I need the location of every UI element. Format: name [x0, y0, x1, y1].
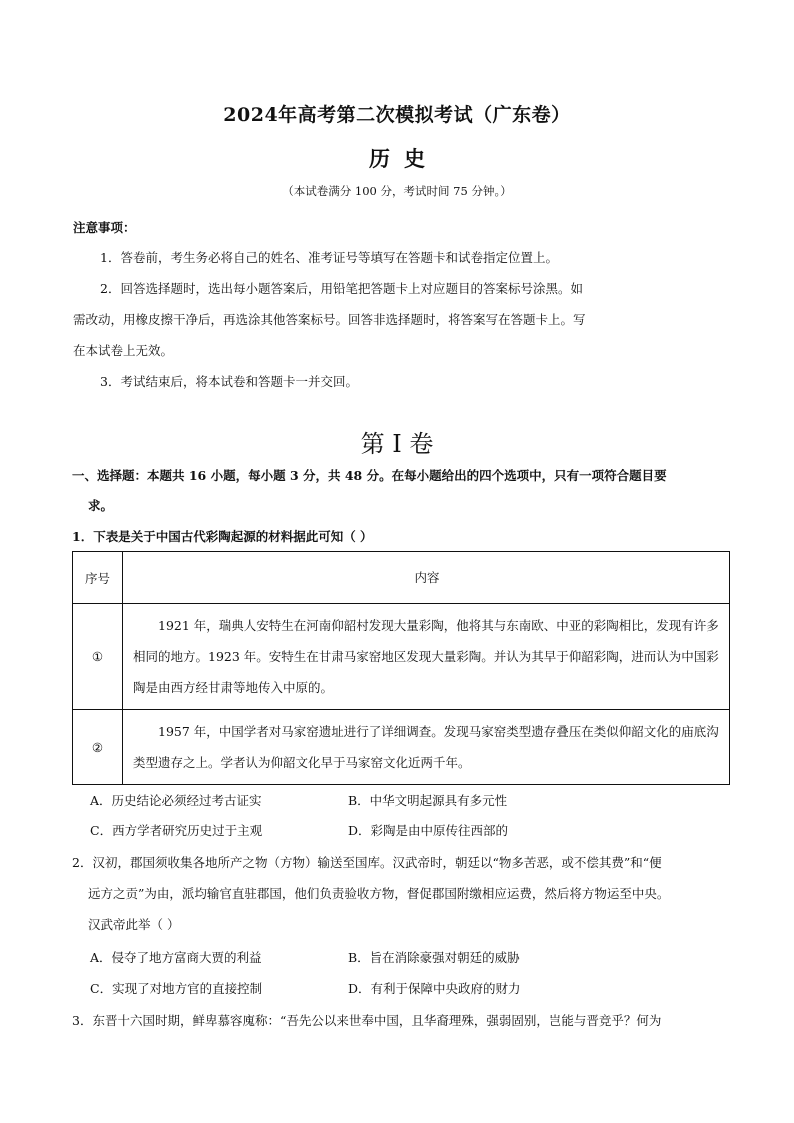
table-row-number: ①: [73, 604, 123, 710]
question-2-line: 汉武帝此举（ ）: [88, 917, 180, 932]
question-1-stem: 1．下表是关于中国古代彩陶起源的材料据此可知（ ）: [72, 529, 373, 544]
table-header-row: [73, 552, 730, 604]
table-row-text: 1921 年，瑞典人安特生在河南仰韶村发现大量彩陶，他将其与东南欧、中亚的彩陶相比，发现有许多相同的地方。1923 年。安特生在甘肃马家窑地区发现大量彩陶。并认为其早于仰韶彩陶，进而认为中国彩陶是由西方经甘肃等地传入中原的。: [123, 604, 730, 710]
option-c: C．实现了对地方官的直接控制: [90, 981, 263, 996]
table-row: [73, 710, 730, 785]
subject-title: 历史: [369, 146, 439, 171]
option-a: A．历史结论必须经过考古证实: [90, 793, 262, 808]
exam-note: （本试卷满分 100 分，考试时间 75 分钟。）: [282, 184, 512, 198]
option-b: B．中华文明起源具有多元性: [348, 793, 508, 808]
option-c: C．西方学者研究历史过于主观: [90, 823, 263, 838]
option-a: A．侵夺了地方富商大贾的利益: [90, 950, 262, 965]
section-intro: 一、选择题：本题共 16 小题，每小题 3 分，共 48 分。在每小题给出的四个选项中，只有一项符合题目要: [72, 468, 667, 483]
instructions-heading: 注意事项：: [73, 220, 136, 235]
table-row-text: 1957 年，中国学者对马家窑遗址进行了详细调查。发现马家窑类型遗存叠压在类似仰韶文化的庙底沟类型遗存之上。学者认为仰韶文化早于马家窑文化近两千年。: [123, 710, 730, 785]
option-d: D．彩陶是由中原传往西部的: [348, 823, 509, 838]
question-2-line: 2．汉初，郡国须收集各地所产之物（方物）输送至国库。汉武帝时，朝廷以“物多苦恶，或不偿其费”和“便: [72, 855, 662, 870]
exam-title: 2024年高考第二次模拟考试（广东卷）: [223, 104, 571, 126]
materials-table: [72, 551, 730, 785]
table-header-cell: 序号: [73, 552, 123, 604]
section-title: 第 I 卷: [360, 430, 434, 458]
instruction-item: 1．答卷前，考生务必将自己的姓名、准考证号等填写在答题卡和试卷指定位置上。: [100, 250, 558, 265]
instruction-item: 2．回答选择题时，选出每小题答案后，用铅笔把答题卡上对应题目的答案标号涂黑。如: [100, 281, 583, 296]
question-3-line: 3．东晋十六国时期，鲜卑慕容廆称：“吾先公以来世奉中国，且华裔理殊，强弱固别，岂能与晋竞乎？何为: [72, 1013, 662, 1028]
section-intro-cont: 求。: [88, 498, 114, 513]
table-row-number: ②: [73, 710, 123, 785]
option-b: B．旨在消除豪强对朝廷的威胁: [348, 950, 520, 965]
instruction-item: 在本试卷上无效。: [73, 343, 174, 358]
question-2-line: 远方之贡”为由，派均输官直驻郡国，他们负责验收方物，督促郡国附缴相应运费，然后将方物运至中央。: [88, 886, 670, 901]
instruction-item: 3．考试结束后，将本试卷和答题卡一并交回。: [100, 374, 358, 389]
table-row: [73, 604, 730, 710]
option-d: D．有利于保障中央政府的财力: [348, 981, 521, 996]
instruction-item: 需改动，用橡皮擦干净后，再选涂其他答案标号。回答非选择题时，将答案写在答题卡上。写: [73, 312, 586, 327]
table-header-cell: 内容: [123, 552, 730, 604]
